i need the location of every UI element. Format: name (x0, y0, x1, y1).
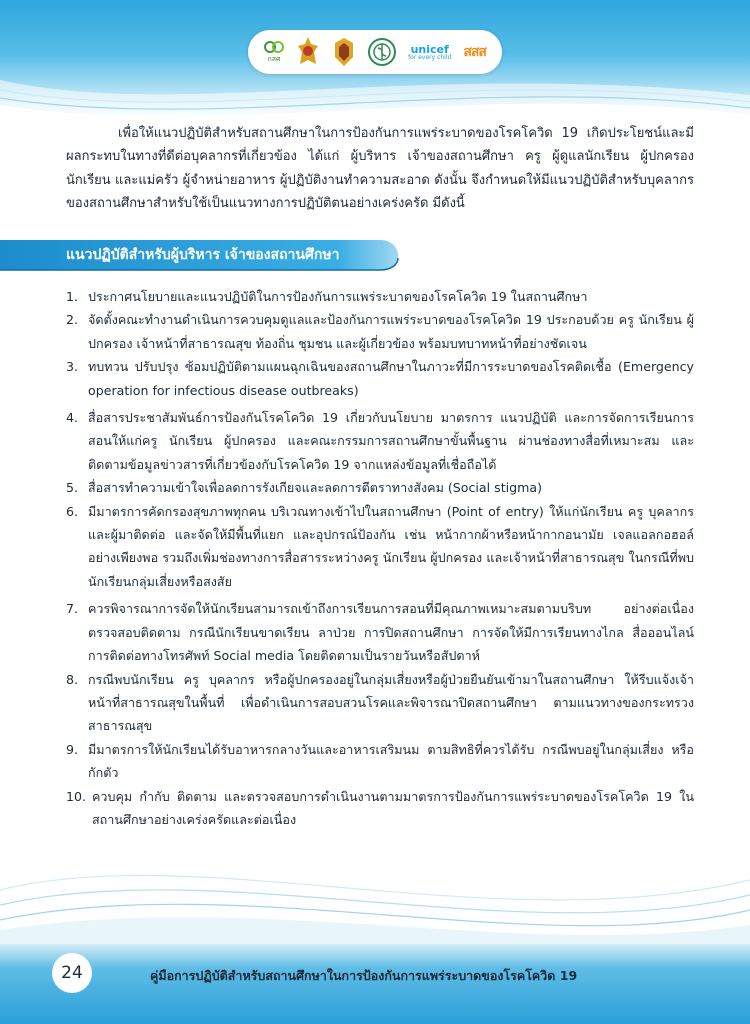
footer-wave-decoration (0, 820, 750, 960)
obec-seal (332, 37, 356, 67)
list-item: 5. สื่อสารทำความเข้าใจเพื่อลดการรังเกียจและลดการตีตราทางสังคม (Social stigma) (66, 480, 543, 496)
list-item: 7. ควรพิจารณาการจัดให้นักเรียนสามารถเข้าถึงการเรียนการสอนที่มีคุณภาพเหมาะสมตามบริบท อย่างต่อเนื่อง ตรวจสอบติดตาม กรณีนักเรียนขาดเรียน ลาป่วย การปิดสถานศึกษา การจัดให้มีการเรียนทางไกล สื่อออนไลน์ การติดต่อทางโทรศัพท์ Social media โดยติดตามเป็นรายวันหรือสัปดาห์ (66, 601, 694, 664)
intro-paragraph-block (66, 122, 694, 215)
footer-title: คู่มือการปฏิบัติสำหรับสถานศึกษาในการป้องกันการแพร่ระบาดของโรคโควิด 19 (150, 968, 578, 983)
list-item: 2. จัดตั้งคณะทำงานดำเนินการควบคุมดูแลและป้องกันการแพร่ระบาดของโรคโควิด 19 ประกอบด้วย ครู นักเรียน ผู้ปกครอง เจ้าหน้าที่สาธารณสุข ท้องถิ่น ชุมชน และผู้เกี่ยวข้อง พร้อมบทบาทหน้าที่อย่างชัดเจน (66, 312, 694, 351)
unicef-tagline: for every child (408, 53, 452, 61)
guideline-list (66, 285, 694, 831)
unicef-logo (408, 44, 451, 61)
list-item: 6. มีมาตรการคัดกรองสุขภาพทุกคน บริเวณทางเข้าไปในสถานศึกษา (Point of entry) ให้แก่นักเรียน ครู บุคลากร และผู้มาติดต่อ และจัดให้มีพื้นที่แยก และอุปกรณ์ป้องกัน เช่น หน้ากากผ้าหรือหน้ากากอนามัย เจลแอลกอฮอล์ อย่างเพียงพอ รวมถึงเพิ่มช่องทางการสื่อสารระหว่างครู นักเรียน ผู้ปกครอง และเจ้าหน้าที่สาธารณสุข ในกรณีที่พบนักเรียนกลุ่มเสี่ยงหรือสงสัย (66, 503, 694, 589)
thaihealth-caption: สสส (463, 44, 486, 60)
ministry-education-seal (296, 36, 320, 68)
intro-paragraph: เพื่อให้แนวปฏิบัติสำหรับสถานศึกษาในการป้องกันการแพร่ระบาดของโรคโควิด 19 เกิดประโยชน์และมีผลกระทบในทางที่ดีต่อบุคลากรที่เกี่ยวข้อง ได้แก่ ผู้บริหาร เจ้าของสถานศึกษา ครู ผู้ดูแลนักเรียน ผู้ปกครอง นักเรียน และแม่ครัว ผู้จำหน่ายอาหาร ผู้ปฏิบัติงานทำความสะอาด ดังนั้น จึงกำหนดให้มีแนวปฏิบัติสำหรับบุคลากรของสถานศึกษาสำหรับใช้เป็นแนวทางการปฏิบัติตนอย่างเคร่งครัด มีดังนี้ (66, 126, 694, 211)
list-item: 4. สื่อสารประชาสัมพันธ์การป้องกันโรคโควิด 19 เกี่ยวกับนโยบาย มาตรการ แนวปฏิบัติ และการจัดการเรียนการสอนให้แก่ครู นักเรียน ผู้ปกครอง และคณะกรรมการสถานศึกษาขั้นพื้นฐาน ผ่านช่องทางสื่อที่เหมาะสม และติดตามข้อมูลข่าวสารที่เกี่ยวข้องกับโรคโควิด 19 จากแหล่งข้อมูลที่เชื่อถือได้ (66, 410, 694, 472)
kso-logo (264, 40, 284, 65)
partner-logo-bar (248, 30, 502, 74)
unicef-caption: unicef (410, 42, 449, 56)
list-item: 8. กรณีพบนักเรียน ครู บุคลากร หรือผู้ปกครองอยู่ในกลุ่มเสี่ยงหรือผู้ป่วยยืนยันเข้ามาในสถานศึกษา ให้รีบแจ้งเจ้าหน้าที่สาธารณสุขในพื้นที่ เพื่อดำเนินการสอบสวนโรคและพิจารณาปิดสถานศึกษา ตามแนวทางของกระทรวงสาธารณสุข (66, 671, 694, 734)
list-item: 1. ประกาศนโยบายและแนวปฏิบัติในการป้องกันการแพร่ระบาดของโรคโควิด 19 ในสถานศึกษา (66, 289, 588, 304)
page-number: 24 (52, 953, 92, 993)
section-heading: แนวปฏิบัติสำหรับผู้บริหาร เจ้าของสถานศึกษา (66, 247, 340, 263)
ministry-public-health-seal (368, 38, 396, 66)
list-item: 3. ทบทวน ปรับปรุง ซ้อมปฏิบัติตามแผนฉุกเฉินของสถานศึกษาในภาวะที่มีการระบาดของโรคติดเชื้อ (Emergency operation for infectious disease outbreaks) (66, 359, 694, 398)
kso-caption: กสศ (267, 54, 281, 63)
list-item: 9. มีมาตรการให้นักเรียนได้รับอาหารกลางวันและอาหารเสริมนม ตามสิทธิที่ควรได้รับ กรณีพบอยู่ในกลุ่มเสี่ยง หรือกักตัว (66, 741, 694, 781)
thaihealth-logo (463, 41, 486, 63)
list-item: 10. ควบคุม กำกับ ติดตาม และตรวจสอบการดำเนินงานตามมาตรการป้องกันการแพร่ระบาดของโรคโควิด 19 ในสถานศึกษาอย่างเคร่งครัดและต่อเนื่อง (66, 788, 694, 827)
